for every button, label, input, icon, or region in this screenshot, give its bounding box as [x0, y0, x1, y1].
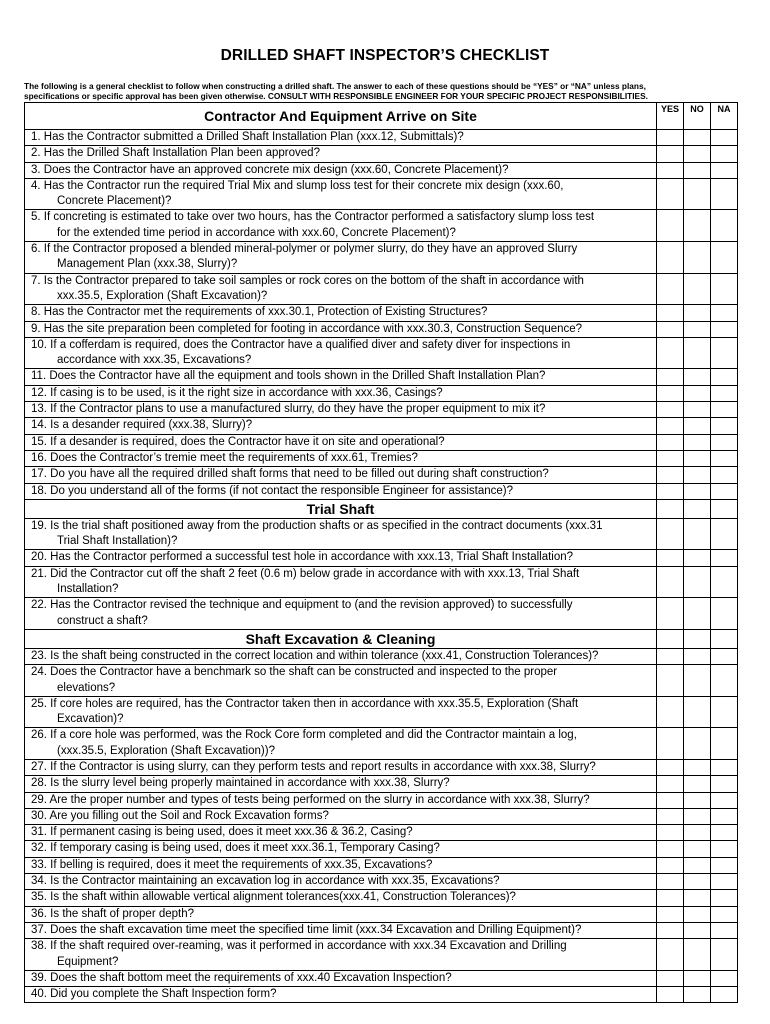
question-line: 7. Is the Contractor prepared to take soil samples or rock cores on the bottom of the shaft in accordance with — [31, 274, 584, 287]
question-line: 34. Is the Contractor maintaining an excavation log in accordance with xxx.35, Excavations? — [31, 875, 500, 888]
question-line: 4. Has the Contractor run the required Trial Mix and slump loss test for their concrete mix design (xxx.60, — [31, 179, 564, 192]
question-text — [25, 566, 657, 598]
answer-box-yes[interactable] — [657, 305, 684, 321]
question-line: 15. If a desander is required, does the Contractor have it on site and operational? — [31, 435, 445, 448]
column-header-yes: YES — [657, 103, 684, 130]
answer-box-yes[interactable] — [657, 696, 684, 728]
answer-box-na[interactable] — [711, 922, 738, 938]
question-text — [25, 337, 657, 369]
question-line: 30. Are you filling out the Soil and Rock Excavation forms? — [31, 809, 329, 822]
answer-box-yes[interactable] — [657, 434, 684, 450]
answer-box-na[interactable] — [711, 450, 738, 466]
answer-box-yes[interactable] — [657, 550, 684, 566]
checklist-row — [25, 970, 738, 986]
question-text — [25, 130, 657, 146]
question-line: Trial Shaft Installation)? — [57, 535, 178, 548]
question-line: for the extended time period in accordance with xxx.60, Concrete Placement)? — [57, 226, 456, 239]
answer-box-na[interactable] — [711, 499, 738, 518]
question-line: Installation? — [57, 583, 119, 596]
checklist-row — [25, 467, 738, 483]
answer-box-yes[interactable] — [657, 665, 684, 697]
checklist-row — [25, 434, 738, 450]
answer-box-yes[interactable] — [657, 418, 684, 434]
checklist-row — [25, 483, 738, 499]
answer-box-na[interactable] — [711, 648, 738, 664]
answer-box-no[interactable] — [684, 337, 711, 369]
answer-box-na[interactable] — [711, 874, 738, 890]
answer-box-yes[interactable] — [657, 906, 684, 922]
answer-box-na[interactable] — [711, 939, 738, 971]
answer-box-na[interactable] — [711, 369, 738, 385]
checklist-row — [25, 566, 738, 598]
question-line: 8. Has the Contractor met the requirements of xxx.30.1, Protection of Existing Structures? — [31, 306, 488, 319]
question-line: 28. Is the slurry level being properly maintained in accordance with xxx.38, Slurry? — [31, 777, 450, 790]
question-text — [25, 808, 657, 824]
answer-box-no[interactable] — [684, 130, 711, 146]
question-text — [25, 369, 657, 385]
question-text — [25, 321, 657, 337]
answer-box-yes[interactable] — [657, 629, 684, 648]
question-line: 6. If the Contractor proposed a blended mineral-polymer or polymer slurry, do they have an approved Slurry — [31, 243, 578, 256]
answer-box-na[interactable] — [711, 434, 738, 450]
question-text — [25, 518, 657, 550]
answer-box-no[interactable] — [684, 776, 711, 792]
answer-box-yes[interactable] — [657, 130, 684, 146]
answer-box-no[interactable] — [684, 841, 711, 857]
answer-box-yes[interactable] — [657, 210, 684, 242]
question-text — [25, 434, 657, 450]
question-text — [25, 776, 657, 792]
answer-box-no[interactable] — [684, 483, 711, 499]
question-text — [25, 922, 657, 938]
section-heading: Trial Shaft — [25, 499, 657, 518]
answer-box-na[interactable] — [711, 696, 738, 728]
answer-box-no[interactable] — [684, 146, 711, 162]
checklist-row — [25, 841, 738, 857]
question-line: 3. Does the Contractor have an approved concrete mix design (xxx.60, Concrete Placement)? — [31, 163, 509, 176]
question-line: 33. If belling is required, does it meet the requirements of xxx.35, Excavations? — [31, 858, 433, 871]
answer-box-no[interactable] — [684, 550, 711, 566]
answer-box-no[interactable] — [684, 418, 711, 434]
question-line: 13. If the Contractor plans to use a manufactured slurry, do they have the proper equipment to mix it? — [31, 403, 546, 416]
checklist-row — [25, 337, 738, 369]
answer-box-na[interactable] — [711, 776, 738, 792]
question-line: construct a shaft? — [57, 614, 148, 627]
question-text — [25, 759, 657, 775]
question-text — [25, 162, 657, 178]
question-text — [25, 665, 657, 697]
question-line: 5. If concreting is estimated to take over two hours, has the Contractor performed a satisfactory slump loss test — [31, 211, 595, 224]
answer-box-yes[interactable] — [657, 728, 684, 760]
answer-box-na[interactable] — [711, 130, 738, 146]
question-line: 38. If the shaft required over-reaming, was it performed in accordance with xxx.34 Excavation and Drilling — [31, 940, 567, 953]
question-line: 10. If a cofferdam is required, does the Contractor have a qualified diver and safety diver for inspections in — [31, 338, 571, 351]
question-text — [25, 987, 657, 1003]
question-line: accordance with xxx.35, Excavations? — [57, 354, 252, 367]
checklist-row — [25, 792, 738, 808]
answer-box-yes[interactable] — [657, 792, 684, 808]
question-text — [25, 402, 657, 418]
answer-box-na[interactable] — [711, 987, 738, 1003]
checklist-row — [25, 130, 738, 146]
question-line: 14. Is a desander required (xxx.38, Slurry)? — [31, 419, 253, 432]
answer-box-na[interactable] — [711, 566, 738, 598]
question-line: 12. If casing is to be used, is it the right size in accordance with xxx.36, Casings? — [31, 386, 443, 399]
question-line: Excavation)? — [57, 713, 124, 726]
checklist-row — [25, 987, 738, 1003]
answer-box-yes[interactable] — [657, 648, 684, 664]
question-line: 2. Has the Drilled Shaft Installation Plan been approved? — [31, 147, 320, 160]
answer-box-na[interactable] — [711, 808, 738, 824]
question-text — [25, 857, 657, 873]
checklist-row — [25, 759, 738, 775]
answer-box-na[interactable] — [711, 467, 738, 483]
question-text — [25, 598, 657, 630]
answer-box-yes[interactable] — [657, 499, 684, 518]
answer-box-no[interactable] — [684, 808, 711, 824]
checklist-row — [25, 728, 738, 760]
question-line: 23. Is the shaft being constructed in the correct location and within tolerance (xxx.41, Construction Tolerances)? — [31, 649, 599, 662]
answer-box-yes[interactable] — [657, 890, 684, 906]
answer-box-na[interactable] — [711, 483, 738, 499]
answer-box-na[interactable] — [711, 841, 738, 857]
answer-box-na[interactable] — [711, 665, 738, 697]
checklist-row — [25, 178, 738, 210]
answer-box-na[interactable] — [711, 162, 738, 178]
checklist-row — [25, 450, 738, 466]
question-line: 24. Does the Contractor have a benchmark so the shaft can be constructed and inspected to the proper — [31, 666, 558, 679]
answer-box-yes[interactable] — [657, 857, 684, 873]
question-line: 19. Is the trial shaft positioned away from the production shafts or as specified in the contract documents (xxx.31 — [31, 519, 603, 532]
answer-box-no[interactable] — [684, 874, 711, 890]
checklist-row — [25, 598, 738, 630]
answer-box-no[interactable] — [684, 321, 711, 337]
intro-line-1: The following is a general checklist to follow when constructing a drilled shaft. The answer to each of these questions should be “YES” or “NA” unless plans, — [24, 81, 646, 91]
checklist-row — [25, 696, 738, 728]
answer-box-yes[interactable] — [657, 450, 684, 466]
answer-box-no[interactable] — [684, 305, 711, 321]
answer-box-no[interactable] — [684, 385, 711, 401]
intro-line-2: specifications or specific approval has been given otherwise. CONSULT WITH RESPONSIBLE ENGINEER FOR YOUR SPECIFIC PROJECT RESPONSIBILITIES. — [24, 91, 648, 101]
column-header-na: NA — [711, 103, 738, 130]
answer-box-no[interactable] — [684, 696, 711, 728]
section-header-row — [25, 499, 738, 518]
question-line: 26. If a core hole was performed, was the Rock Core form completed and did the Contractor maintain a log, — [31, 729, 577, 742]
answer-box-yes[interactable] — [657, 321, 684, 337]
answer-box-na[interactable] — [711, 305, 738, 321]
answer-box-na[interactable] — [711, 550, 738, 566]
answer-box-no[interactable] — [684, 178, 711, 210]
question-text — [25, 178, 657, 210]
question-text — [25, 939, 657, 971]
answer-box-no[interactable] — [684, 273, 711, 305]
answer-box-yes[interactable] — [657, 385, 684, 401]
section-header-row — [25, 103, 738, 130]
checklist-row — [25, 890, 738, 906]
question-line: 40. Did you complete the Shaft Inspection form? — [31, 988, 277, 1001]
answer-box-yes[interactable] — [657, 518, 684, 550]
answer-box-na[interactable] — [711, 906, 738, 922]
answer-box-yes[interactable] — [657, 146, 684, 162]
answer-box-na[interactable] — [711, 321, 738, 337]
answer-box-yes[interactable] — [657, 337, 684, 369]
answer-box-no[interactable] — [684, 665, 711, 697]
answer-box-no[interactable] — [684, 598, 711, 630]
question-line: 18. Do you understand all of the forms (if not contact the responsible Engineer for assistance)? — [31, 484, 513, 497]
answer-box-na[interactable] — [711, 518, 738, 550]
answer-box-no[interactable] — [684, 922, 711, 938]
answer-box-na[interactable] — [711, 890, 738, 906]
answer-box-no[interactable] — [684, 825, 711, 841]
question-text — [25, 906, 657, 922]
question-line: 25. If core holes are required, has the Contractor taken then in accordance with xxx.35.5, Exploration (Shaft — [31, 697, 579, 710]
checklist-row — [25, 162, 738, 178]
answer-box-na[interactable] — [711, 728, 738, 760]
answer-box-no[interactable] — [684, 518, 711, 550]
checklist-table — [24, 102, 738, 1003]
question-text — [25, 728, 657, 760]
answer-box-na[interactable] — [711, 970, 738, 986]
answer-box-yes[interactable] — [657, 939, 684, 971]
checklist-row — [25, 418, 738, 434]
answer-box-yes[interactable] — [657, 483, 684, 499]
answer-box-no[interactable] — [684, 759, 711, 775]
answer-box-no[interactable] — [684, 467, 711, 483]
question-line: elevations? — [57, 681, 116, 694]
section-header-row — [25, 629, 738, 648]
answer-box-no[interactable] — [684, 906, 711, 922]
checklist-row — [25, 906, 738, 922]
answer-box-na[interactable] — [711, 759, 738, 775]
checklist-row — [25, 939, 738, 971]
answer-box-no[interactable] — [684, 369, 711, 385]
answer-box-na[interactable] — [711, 178, 738, 210]
answer-box-no[interactable] — [684, 242, 711, 274]
section-heading: Shaft Excavation & Cleaning — [25, 629, 657, 648]
checklist-row — [25, 273, 738, 305]
answer-box-yes[interactable] — [657, 566, 684, 598]
question-line: 22. Has the Contractor revised the technique and equipment to (and the revision approved) to successfully — [31, 599, 573, 612]
question-line: 29. Are the proper number and types of tests being performed on the slurry in accordance with xxx.38, Slurry? — [31, 793, 590, 806]
question-line: 35. Is the shaft within allowable vertical alignment tolerances(xxx.41, Construction Tolerances)? — [31, 891, 516, 904]
checklist-row — [25, 550, 738, 566]
question-line: 11. Does the Contractor have all the equipment and tools shown in the Drilled Shaft Installation Plan? — [31, 370, 546, 383]
question-line: 20. Has the Contractor performed a successful test hole in accordance with xxx.13, Trial Shaft Installation? — [31, 551, 574, 564]
answer-box-no[interactable] — [684, 890, 711, 906]
answer-box-yes[interactable] — [657, 369, 684, 385]
question-line: 31. If permanent casing is being used, does it meet xxx.36 & 36.2, Casing? — [31, 826, 413, 839]
answer-box-na[interactable] — [711, 242, 738, 274]
question-line: 1. Has the Contractor submitted a Drilled Shaft Installation Plan (xxx.12, Submittals)? — [31, 131, 464, 143]
answer-box-no[interactable] — [684, 987, 711, 1003]
answer-box-no[interactable] — [684, 648, 711, 664]
question-line: Equipment? — [57, 955, 119, 968]
checklist-row — [25, 665, 738, 697]
question-text — [25, 550, 657, 566]
checklist-row — [25, 242, 738, 274]
checklist-row — [25, 369, 738, 385]
column-header-no: NO — [684, 103, 711, 130]
checklist-row — [25, 385, 738, 401]
question-text — [25, 696, 657, 728]
answer-box-yes[interactable] — [657, 759, 684, 775]
question-line: Management Plan (xxx.38, Slurry)? — [57, 258, 238, 271]
question-line: (xxx.35.5, Exploration (Shaft Excavation))? — [57, 744, 275, 757]
question-line: xxx.35.5, Exploration (Shaft Excavation)? — [57, 289, 268, 302]
checklist-row — [25, 321, 738, 337]
answer-box-na[interactable] — [711, 857, 738, 873]
question-text — [25, 210, 657, 242]
answer-box-yes[interactable] — [657, 922, 684, 938]
answer-box-yes[interactable] — [657, 776, 684, 792]
answer-box-yes[interactable] — [657, 598, 684, 630]
answer-box-yes[interactable] — [657, 841, 684, 857]
intro-text — [24, 81, 704, 101]
checklist-row — [25, 518, 738, 550]
answer-box-no[interactable] — [684, 629, 711, 648]
answer-box-yes[interactable] — [657, 825, 684, 841]
answer-box-yes[interactable] — [657, 808, 684, 824]
question-text — [25, 450, 657, 466]
question-text — [25, 648, 657, 664]
checklist-row — [25, 874, 738, 890]
question-text — [25, 146, 657, 162]
document-title: DRILLED SHAFT INSPECTOR’S CHECKLIST — [220, 47, 550, 64]
answer-box-na[interactable] — [711, 598, 738, 630]
answer-box-na[interactable] — [711, 273, 738, 305]
checklist-row — [25, 146, 738, 162]
question-line: Concrete Placement)? — [57, 195, 172, 208]
answer-box-yes[interactable] — [657, 970, 684, 986]
answer-box-na[interactable] — [711, 146, 738, 162]
question-text — [25, 890, 657, 906]
answer-box-no[interactable] — [684, 566, 711, 598]
question-text — [25, 385, 657, 401]
answer-box-na[interactable] — [711, 418, 738, 434]
answer-box-yes[interactable] — [657, 987, 684, 1003]
answer-box-yes[interactable] — [657, 162, 684, 178]
checklist-row — [25, 808, 738, 824]
checklist-row — [25, 922, 738, 938]
answer-box-no[interactable] — [684, 162, 711, 178]
question-text — [25, 874, 657, 890]
question-text — [25, 273, 657, 305]
answer-box-na[interactable] — [711, 402, 738, 418]
question-line: 9. Has the site preparation been completed for footing in accordance with xxx.30.3, Construction Sequence? — [31, 322, 583, 335]
answer-box-no[interactable] — [684, 402, 711, 418]
answer-box-na[interactable] — [711, 337, 738, 369]
answer-box-no[interactable] — [684, 728, 711, 760]
question-text — [25, 841, 657, 857]
question-line: 21. Did the Contractor cut off the shaft 2 feet (0.6 m) below grade in accordance with with xxx.13, Trial Shaft — [31, 567, 580, 580]
answer-box-no[interactable] — [684, 857, 711, 873]
answer-box-yes[interactable] — [657, 178, 684, 210]
checklist-row — [25, 210, 738, 242]
answer-box-no[interactable] — [684, 792, 711, 808]
question-line: 39. Does the shaft bottom meet the requirements of xxx.40 Excavation Inspection? — [31, 971, 452, 984]
question-text — [25, 970, 657, 986]
checklist-row — [25, 776, 738, 792]
answer-box-na[interactable] — [711, 792, 738, 808]
answer-box-no[interactable] — [684, 499, 711, 518]
question-text — [25, 483, 657, 499]
answer-box-yes[interactable] — [657, 273, 684, 305]
answer-box-no[interactable] — [684, 210, 711, 242]
question-line: 16. Does the Contractor’s tremie meet the requirements of xxx.61, Tremies? — [31, 451, 418, 464]
answer-box-na[interactable] — [711, 825, 738, 841]
question-text — [25, 305, 657, 321]
question-text — [25, 418, 657, 434]
answer-box-na[interactable] — [711, 629, 738, 648]
checklist-row — [25, 825, 738, 841]
answer-box-yes[interactable] — [657, 874, 684, 890]
checklist-row — [25, 305, 738, 321]
question-text — [25, 242, 657, 274]
answer-box-no[interactable] — [684, 939, 711, 971]
answer-box-na[interactable] — [711, 385, 738, 401]
answer-box-yes[interactable] — [657, 242, 684, 274]
question-line: 37. Does the shaft excavation time meet the specified time limit (xxx.34 Excavation and Drilling Equipment)? — [31, 923, 582, 936]
answer-box-yes[interactable] — [657, 467, 684, 483]
answer-box-no[interactable] — [684, 970, 711, 986]
question-text — [25, 825, 657, 841]
answer-box-no[interactable] — [684, 434, 711, 450]
question-line: 27. If the Contractor is using slurry, can they perform tests and report results in accordance with xxx.38, Slurry? — [31, 760, 596, 773]
question-text — [25, 792, 657, 808]
question-line: 17. Do you have all the required drilled shaft forms that need to be filled out during shaft construction? — [31, 468, 549, 481]
answer-box-no[interactable] — [684, 450, 711, 466]
answer-box-yes[interactable] — [657, 402, 684, 418]
question-text — [25, 467, 657, 483]
checklist-row — [25, 402, 738, 418]
checklist-row — [25, 648, 738, 664]
answer-box-na[interactable] — [711, 210, 738, 242]
checklist-row — [25, 857, 738, 873]
question-line: 32. If temporary casing is being used, does it meet xxx.36.1, Temporary Casing? — [31, 842, 440, 855]
section-heading: Contractor And Equipment Arrive on Site — [25, 103, 657, 130]
question-line: 36. Is the shaft of proper depth? — [31, 907, 195, 920]
